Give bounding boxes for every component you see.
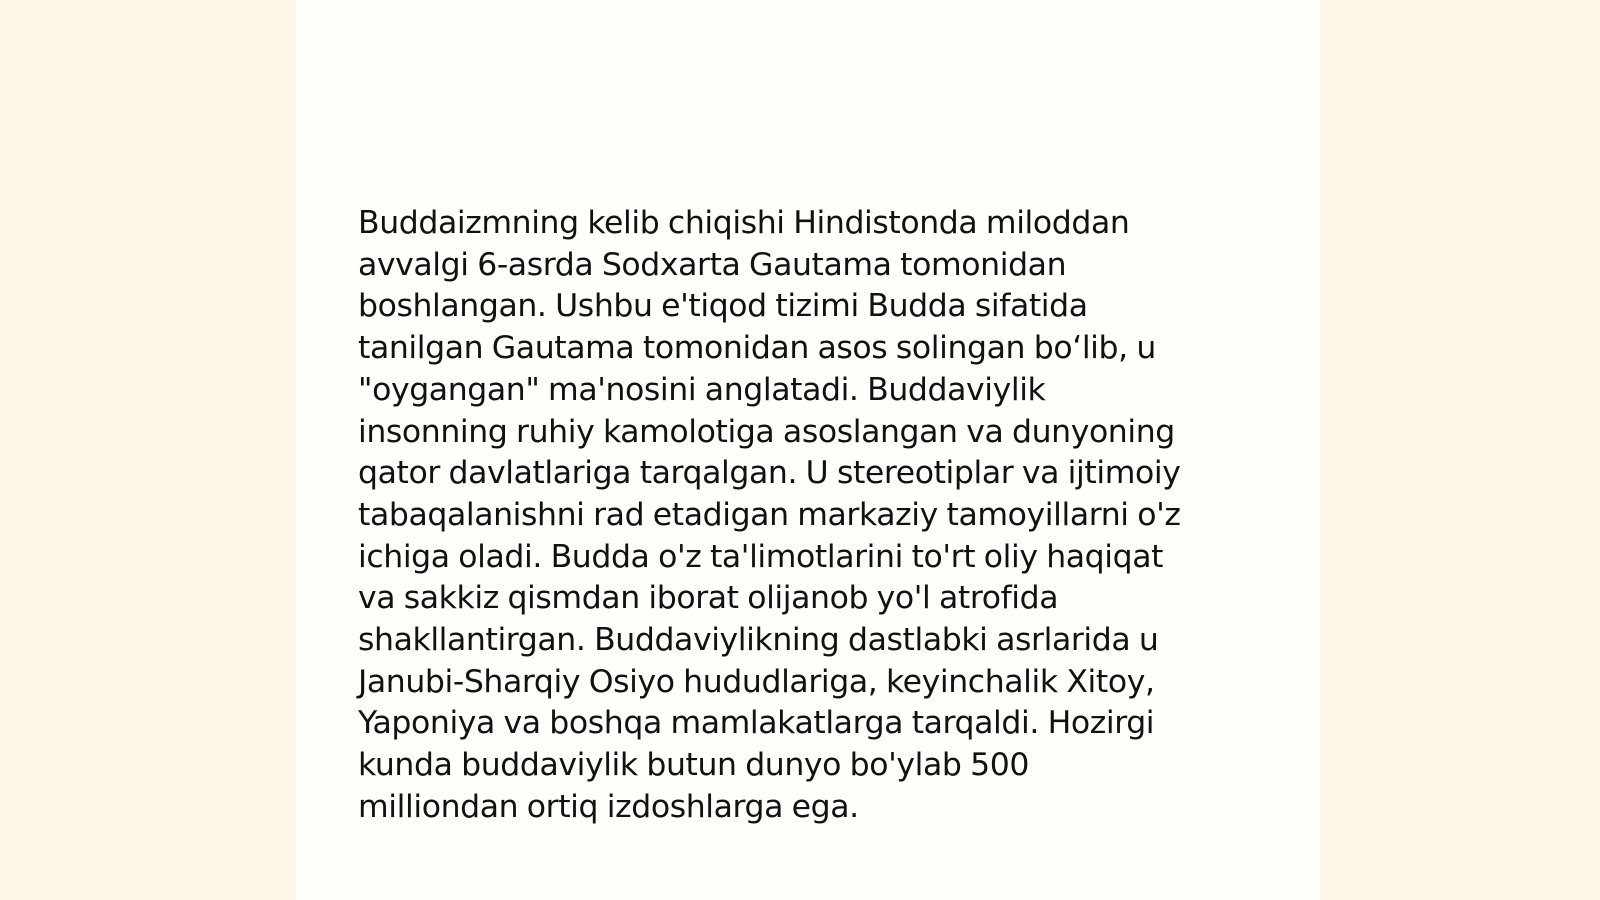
paragraph-line: va sakkiz qismdan iborat olijanob yo'l atrofida (358, 580, 1059, 617)
paragraph-line: boshlangan. Ushbu e'tiqod tizimi Budda sifatida (358, 288, 1088, 325)
paragraph-line: ichiga oladi. Budda o'z ta'limotlarini to'rt oliy haqiqat (358, 538, 1164, 575)
paragraph-line: shakllantirgan. Buddaviylikning dastlabki asrlarida u (358, 622, 1159, 659)
paragraph-line: Buddaizmning kelib chiqishi Hindistonda miloddan (358, 205, 1130, 241)
paragraph-line: "oygangan" ma'nosini anglatadi. Buddaviylik (358, 371, 1046, 408)
paragraph-line: kunda buddaviylik butun dunyo bo'ylab 500 (358, 747, 1030, 784)
paragraph-line: insonning ruhiy kamolotiga asoslangan va dunyoning (358, 413, 1175, 450)
paragraph-line: qator davlatlariga tarqalgan. U stereotiplar va ijtimoiy (358, 455, 1181, 492)
paragraph-line: avvalgi 6-asrda Sodxarta Gautama tomonidan (358, 246, 1067, 283)
document-page (296, 0, 1320, 900)
paragraph-line: tanilgan Gautama tomonidan asos solingan bo‘lib, u (358, 330, 1156, 367)
paragraph-line: Janubi-Sharqiy Osiyo hududlariga, keyinchalik Xitoy, (358, 663, 1155, 700)
paragraph-line: Yaponiya va boshqa mamlakatlarga tarqaldi. Hozirgi (358, 705, 1155, 742)
paragraph-line: milliondan ortiq izdoshlarga ega. (358, 788, 859, 825)
body-paragraph (358, 203, 1258, 829)
paragraph-line: tabaqalanishni rad etadigan markaziy tamoyillarni o'z (358, 496, 1181, 533)
